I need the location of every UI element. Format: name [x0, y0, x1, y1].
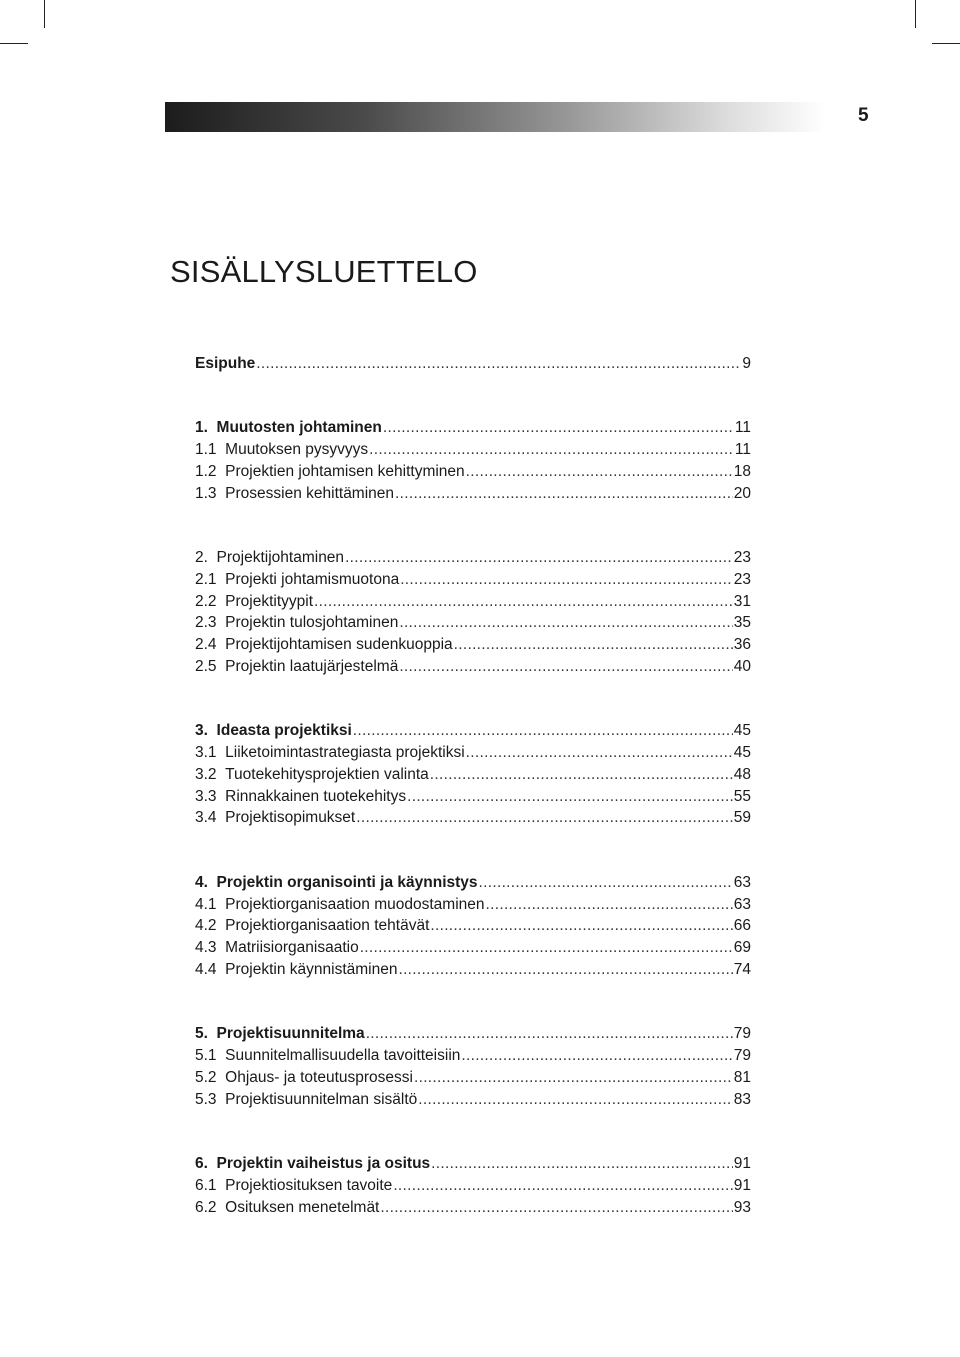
toc-dot-leader [430, 915, 732, 937]
toc-entry-page-number: 66 [733, 917, 751, 935]
crop-mark-top-left-vertical [44, 0, 45, 28]
toc-entry-page-number: 11 [734, 419, 751, 437]
toc-entry-page-number: 79 [733, 1047, 751, 1065]
toc-entry[interactable] [195, 439, 751, 461]
toc-entry-page-number: 40 [733, 657, 751, 675]
toc-dot-leader [466, 742, 733, 764]
toc-entry-page-number: 63 [733, 895, 751, 913]
toc-entry-page-number: 48 [733, 765, 751, 783]
toc-entry[interactable] [195, 1089, 751, 1111]
toc-entry-title: 2.5 Projektin laatujärjestelmä [195, 657, 399, 675]
toc-section [195, 1023, 751, 1110]
toc-dot-leader [345, 547, 733, 569]
toc-entry[interactable] [195, 807, 751, 829]
crop-mark-top-left-horizontal [0, 43, 28, 44]
toc-entry-page-number: 79 [733, 1025, 751, 1043]
toc-entry-page-number: 83 [733, 1090, 751, 1108]
toc-entry[interactable] [195, 1023, 751, 1045]
toc-dot-leader [407, 786, 733, 808]
toc-dot-leader [314, 591, 733, 613]
toc-entry-title: 2.4 Projektijohtamisen sudenkuoppia [195, 636, 453, 654]
toc-entry[interactable] [195, 461, 751, 483]
toc-entry-page-number: 11 [734, 441, 751, 459]
header-gradient-bar [165, 102, 825, 132]
toc-entry-title: 6.2 Osituksen menetelmät [195, 1198, 380, 1216]
toc-entry-title: 3.1 Liiketoimintastrategiasta projektiksi [195, 744, 465, 762]
toc-section [195, 547, 751, 678]
crop-mark-top-right-vertical [915, 0, 916, 28]
toc-entry[interactable] [195, 786, 751, 808]
toc-entry[interactable] [195, 1153, 751, 1175]
crop-mark-top-right-horizontal [932, 43, 960, 44]
toc-entry[interactable] [195, 1067, 751, 1089]
toc-entry-page-number: 69 [733, 939, 751, 957]
toc-entry-title: 4.1 Projektiorganisaation muodostaminen [195, 895, 485, 913]
toc-entry-page-number: 31 [733, 592, 751, 610]
toc-entry-title: 2.1 Projekti johtamismuotona [195, 570, 400, 588]
toc-entry-page-number: 59 [733, 809, 751, 827]
toc-entry-page-number: 91 [733, 1176, 751, 1194]
toc-dot-leader [400, 569, 733, 591]
toc-entry[interactable] [195, 547, 751, 569]
toc-entry-title: 6.1 Projektiosituksen tavoite [195, 1176, 393, 1194]
toc-entry-title: 5.1 Suunnitelmallisuudella tavoitteisiin [195, 1047, 461, 1065]
toc-dot-leader [369, 439, 734, 461]
toc-dot-leader [414, 1067, 733, 1089]
toc-entry-page-number: 9 [742, 355, 751, 372]
toc-section [195, 417, 751, 504]
toc-dot-leader [466, 461, 733, 483]
toc-dot-leader [360, 937, 733, 959]
toc-dot-leader [256, 353, 741, 375]
toc-entry-page-number: 45 [733, 744, 751, 762]
toc-dot-leader [399, 656, 732, 678]
toc-entry-page-number: 18 [733, 462, 751, 480]
toc-dot-leader [366, 1023, 733, 1045]
toc-entry-title: 5.2 Ohjaus- ja toteutusprosessi [195, 1068, 413, 1086]
toc-entry-page-number: 81 [733, 1068, 751, 1086]
toc-entry-title: 1.3 Prosessien kehittäminen [195, 484, 395, 502]
toc-dot-leader [398, 959, 732, 981]
table-of-contents [195, 353, 751, 1218]
toc-entry-title: 4.3 Matriisiorganisaatio [195, 939, 359, 957]
toc-entry-title: 1. Muutosten johtaminen [195, 419, 382, 437]
toc-entry[interactable] [195, 1175, 751, 1197]
toc-entry[interactable] [195, 612, 751, 634]
toc-entry-title: 4. Projektin organisointi ja käynnistys [195, 873, 478, 891]
toc-entry[interactable] [195, 720, 751, 742]
toc-entry-title: 3.2 Tuotekehitysprojektien valinta [195, 765, 429, 783]
toc-entry[interactable] [195, 937, 751, 959]
toc-dot-leader [430, 764, 733, 786]
toc-section [195, 1153, 751, 1218]
toc-dot-leader [454, 634, 733, 656]
toc-dot-leader [399, 612, 732, 634]
toc-dot-leader [395, 483, 733, 505]
toc-entry[interactable] [195, 742, 751, 764]
toc-entry-page-number: 93 [733, 1198, 751, 1216]
toc-entry-page-number: 35 [733, 614, 751, 632]
toc-entry-title: 2.2 Projektityypit [195, 592, 314, 610]
toc-entry-page-number: 45 [733, 722, 751, 740]
toc-dot-leader [479, 872, 733, 894]
toc-entry[interactable] [195, 764, 751, 786]
toc-entry-page-number: 55 [733, 787, 751, 805]
toc-entry-title: 2. Projektijohtaminen [195, 548, 345, 566]
toc-entry-title: 6. Projektin vaiheistus ja ositus [195, 1154, 431, 1172]
toc-entry[interactable] [195, 1197, 751, 1219]
toc-entry-page-number: 91 [733, 1154, 751, 1172]
toc-entry[interactable] [195, 569, 751, 591]
toc-entry[interactable] [195, 634, 751, 656]
toc-entry-title: 5. Projektisuunnitelma [195, 1025, 365, 1043]
toc-entry-title: 2.3 Projektin tulosjohtaminen [195, 614, 399, 632]
toc-entry-title: 1.2 Projektien johtamisen kehittyminen [195, 462, 465, 480]
toc-dot-leader [380, 1197, 732, 1219]
toc-section [195, 720, 751, 829]
toc-entry-page-number: 36 [733, 636, 751, 654]
toc-entry-title: Esipuhe [195, 355, 256, 372]
toc-entry[interactable] [195, 591, 751, 613]
toc-dot-leader [461, 1045, 732, 1067]
toc-dot-leader [353, 720, 733, 742]
toc-entry-page-number: 74 [733, 960, 751, 978]
toc-entry-title: 3.3 Rinnakkainen tuotekehitys [195, 787, 407, 805]
toc-entry[interactable] [195, 353, 751, 375]
toc-entry-title: 4.2 Projektiorganisaation tehtävät [195, 917, 430, 935]
toc-entry-title: 3. Ideasta projektiksi [195, 722, 352, 740]
toc-entry[interactable] [195, 417, 751, 439]
toc-dot-leader [431, 1153, 733, 1175]
page-number: 5 [858, 105, 869, 126]
toc-section [195, 353, 751, 375]
toc-entry-page-number: 20 [733, 484, 751, 502]
toc-entry-title: 5.3 Projektisuunnitelman sisältö [195, 1090, 418, 1108]
toc-entry[interactable] [195, 959, 751, 981]
toc-section [195, 872, 751, 981]
toc-dot-leader [356, 807, 733, 829]
toc-dot-leader [486, 894, 733, 916]
toc-entry-page-number: 63 [733, 873, 751, 891]
toc-entry[interactable] [195, 1045, 751, 1067]
toc-entry-title: 1.1 Muutoksen pysyvyys [195, 441, 369, 459]
toc-entry-page-number: 23 [733, 548, 751, 566]
page-title: SISÄLLYSLUETTELO [170, 254, 478, 289]
toc-entry[interactable] [195, 915, 751, 937]
toc-entry[interactable] [195, 894, 751, 916]
toc-entry[interactable] [195, 483, 751, 505]
toc-dot-leader [383, 417, 734, 439]
toc-dot-leader [418, 1089, 732, 1111]
toc-entry-page-number: 23 [733, 570, 751, 588]
toc-entry-title: 3.4 Projektisopimukset [195, 809, 356, 827]
toc-entry[interactable] [195, 872, 751, 894]
toc-dot-leader [393, 1175, 732, 1197]
toc-entry[interactable] [195, 656, 751, 678]
toc-entry-title: 4.4 Projektin käynnistäminen [195, 960, 398, 978]
